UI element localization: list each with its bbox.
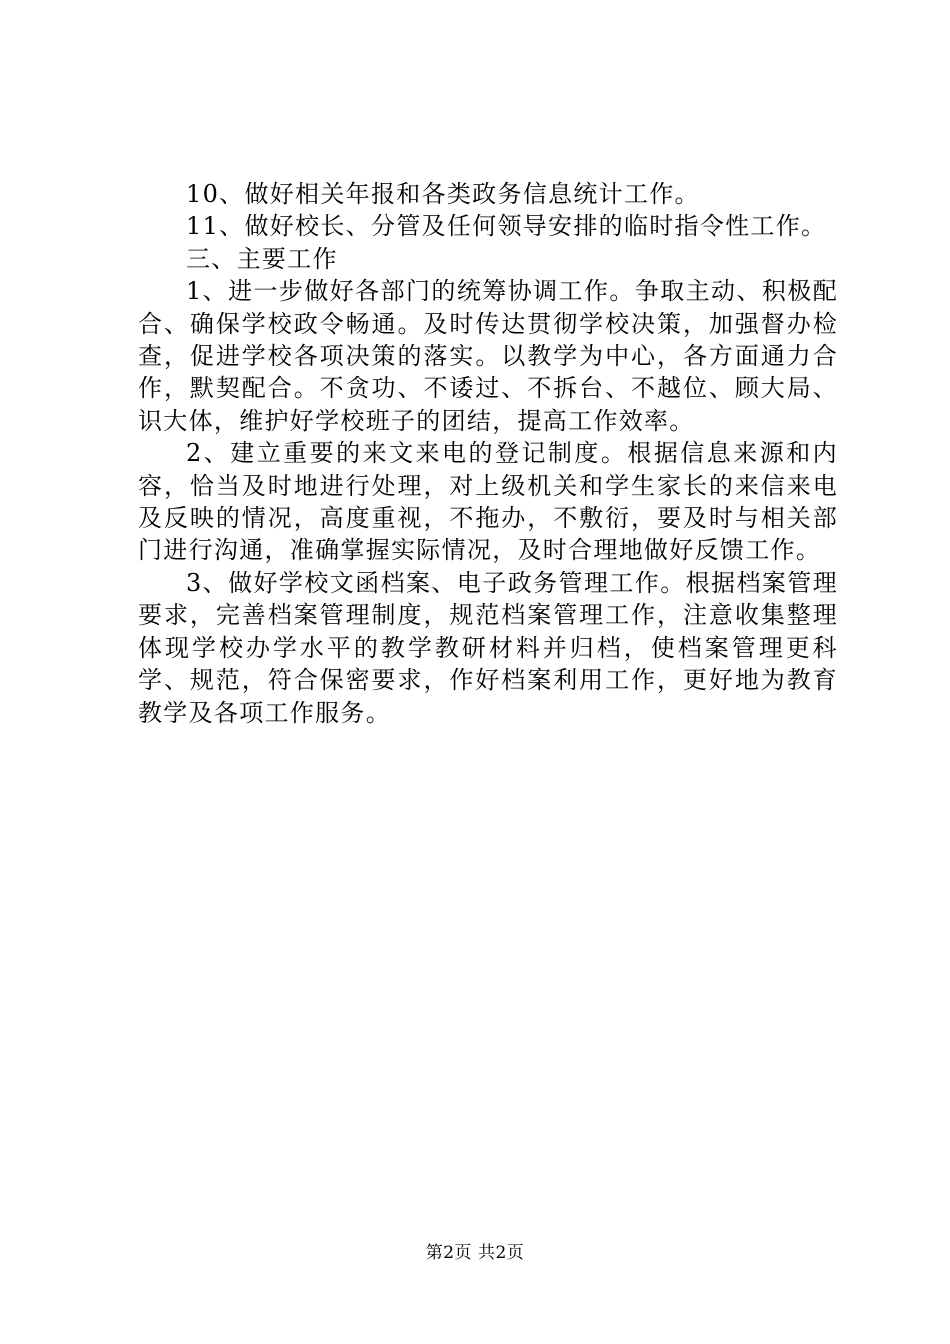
page-number-footer: 第2页 共2页 — [425, 1243, 525, 1263]
section-heading-main-work: 三、主要工作 — [186, 244, 338, 273]
paragraph-item-11: 11、做好校长、分管及任何领导安排的临时指令性工作。 — [186, 212, 827, 241]
paragraph-item-10: 10、做好相关年报和各类政务信息统计工作。 — [186, 180, 700, 208]
paragraph-work-1: 1、进一步做好各部门的统筹协调工作。争取主动、积极配合、确保学校政令畅通。及时传达贯彻学校决策，加强督办检查，促进学校各项决策的落实。以教学为中心，各方面通力合作，默契配合。不贪功、不诿过、不拆台、不越位、顾大局、识大体，维护好学校班子的团结，提高工作效率。 — [138, 277, 838, 435]
paragraph-work-3: 3、做好学校文函档案、电子政务管理工作。根据档案管理要求，完善档案管理制度，规范档案管理工作，注意收集整理体现学校办学水平的教学教研材料并归档，使档案管理更科学、规范，符合保密要求，作好档案利用工作，更好地为教育教学及各项工作服务。 — [138, 568, 838, 727]
paragraph-work-2: 2、建立重要的来文来电的登记制度。根据信息来源和内容，恰当及时地进行处理，对上级机关和学生家长的来信来电及反映的情况，高度重视，不拖办，不敷衍，要及时与相关部门进行沟通，准确掌握实际情况，及时合理地做好反馈工作。 — [138, 439, 838, 565]
document-body — [138, 178, 838, 729]
